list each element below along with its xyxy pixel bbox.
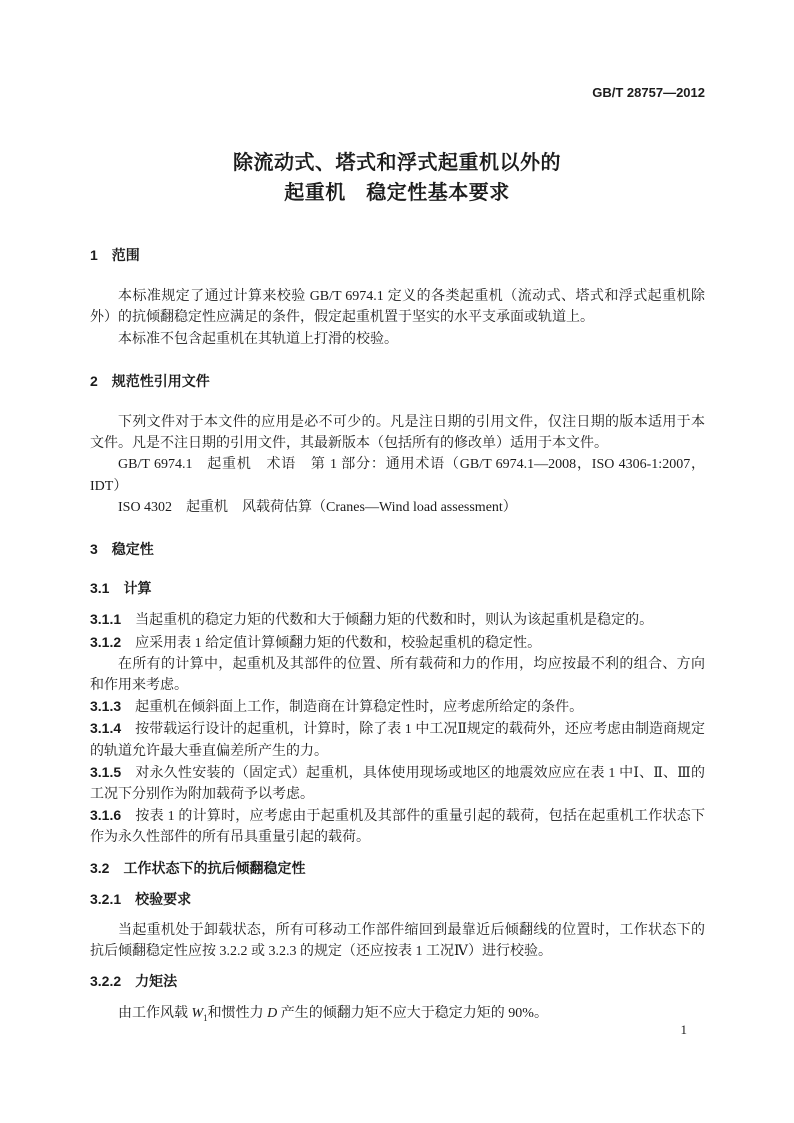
reference-code: ISO 4302: [118, 499, 173, 515]
variable-subscript: 1: [203, 1012, 208, 1023]
clause-number: 3.1.1: [90, 611, 122, 628]
clause-3-1-1: [90, 609, 705, 631]
reference-entry: [90, 454, 705, 496]
clause-heading-moment-method: [90, 971, 705, 992]
subsection-number: 3.2: [90, 859, 110, 876]
clause-text: 按带载运行设计的起重机，计算时，除了表 1 中工况Ⅱ规定的载荷外，还应考虑由制造商规定的轨道允许最大垂直偏差所产生的力。: [90, 722, 705, 759]
clause-3-1-6: [90, 805, 705, 848]
subsection-number: 3.1: [90, 580, 110, 597]
subsection-title: 工作状态下的抗后倾翻稳定性: [123, 859, 306, 876]
paragraph: 在所有的计算中，起重机及其部件的位置、所有载荷和力的作用，均应按最不利的组合、方向和作用来考虑。: [90, 656, 705, 694]
text-fragment: 和惯性力: [207, 1005, 268, 1021]
clause-title: 力矩法: [135, 973, 178, 990]
clause-3-1-5: [90, 762, 705, 805]
text-fragment: 产生的倾翻力矩不应大于稳定力矩的 90%。: [277, 1005, 548, 1021]
section-number: 3: [90, 541, 98, 558]
section-number: 2: [90, 372, 98, 389]
paragraph-moment-method: [90, 1003, 705, 1024]
reference-title: 起重机 风载荷估算（Cranes—Wind load assessment）: [186, 499, 517, 515]
section-heading-scope: [90, 245, 705, 266]
title-line-2: 起重机 稳定性基本要求: [284, 182, 510, 204]
title-line-1: 除流动式、塔式和浮式起重机以外的: [233, 152, 561, 174]
subsection-title: 计算: [123, 580, 152, 597]
clause-number: 3.1.4: [90, 720, 122, 737]
clause-number: 3.1.3: [90, 698, 122, 715]
page-number: 1: [680, 1022, 687, 1037]
reference-title: 起重机 术语 第 1 部分：通用术语（GB/T 6974.1—2008，ISO 4306-1:2007，IDT）: [90, 457, 706, 494]
reference-entry: [90, 497, 705, 518]
clause-number: 3.2.1: [90, 890, 122, 907]
clause-number: 3.2.2: [90, 973, 122, 990]
clause-title: 校验要求: [135, 890, 192, 907]
clause-text: 对永久性安装的（固定式）起重机，具体使用现场或地区的地震效应应在表 1 中Ⅰ、Ⅱ、Ⅲ的工况下分别作为附加载荷予以考虑。: [90, 765, 705, 803]
clause-heading-verification-requirements: [90, 889, 705, 910]
subsection-heading-rear-stability: [90, 858, 705, 879]
section-heading-stability: [90, 539, 705, 560]
document-title: [0, 148, 794, 208]
clause-3-1-3: [90, 696, 705, 718]
clause-3-1-4: [90, 718, 705, 761]
clause-text: 当起重机的稳定力矩的代数和大于倾翻力矩的代数和时，则认为该起重机是稳定的。: [135, 613, 654, 629]
clause-text: 按表 1 的计算时，应考虑由于起重机及其部件的重量引起的载荷，包括在起重机工作状态下作为永久性部件的所有吊具重量引起的载荷。: [90, 809, 705, 846]
variable-wind-load: W: [191, 1005, 204, 1021]
clause-3-1-2: [90, 632, 705, 654]
section-title: 范围: [111, 247, 140, 263]
section-title: 规范性引用文件: [111, 372, 210, 389]
clause-number: 3.1.2: [90, 633, 122, 650]
section-heading-normative-references: [90, 371, 705, 392]
clause-number: 3.1.5: [90, 763, 122, 780]
section-number: 1: [90, 247, 98, 263]
document-body: [90, 245, 705, 1024]
standard-code: GB/T 28757—2012: [592, 85, 705, 100]
section-title: 稳定性: [111, 541, 154, 558]
paragraph: 下列文件对于本文件的应用是必不可少的。凡是注日期的引用文件，仅注日期的版本适用于本文件。凡是不注日期的引用文件，其最新版本（包括所有的修改单）适用于本文件。: [90, 415, 705, 452]
clause-text: 应采用表 1 给定值计算倾翻力矩的代数和，校验起重机的稳定性。: [135, 635, 542, 651]
paragraph: 本标准规定了通过计算来校验 GB/T 6974.1 定义的各类起重机（流动式、塔式和浮式起重机除外）的抗倾翻稳定性应满足的条件，假定起重机置于坚实的水平支承面或轨道上。: [90, 289, 705, 326]
variable-inertia-force: D: [267, 1005, 278, 1021]
text-fragment: 由工作风载: [118, 1005, 192, 1021]
clause-number: 3.1.6: [90, 807, 122, 824]
paragraph: 本标准不包含起重机在其轨道上打滑的校验。: [118, 331, 398, 347]
reference-code: GB/T 6974.1: [118, 457, 193, 473]
subsection-heading-calculation: [90, 578, 705, 599]
clause-text: 起重机在倾斜面上工作，制造商在计算稳定性时，应考虑所给定的条件。: [135, 700, 584, 716]
paragraph: 当起重机处于卸载状态，所有可移动工作部件缩回到最靠近后倾翻线的位置时，工作状态下的抗后倾翻稳定性应按 3.2.2 或 3.2.3 的规定（还应按表 1 工况Ⅳ）进行校验。: [90, 923, 705, 960]
